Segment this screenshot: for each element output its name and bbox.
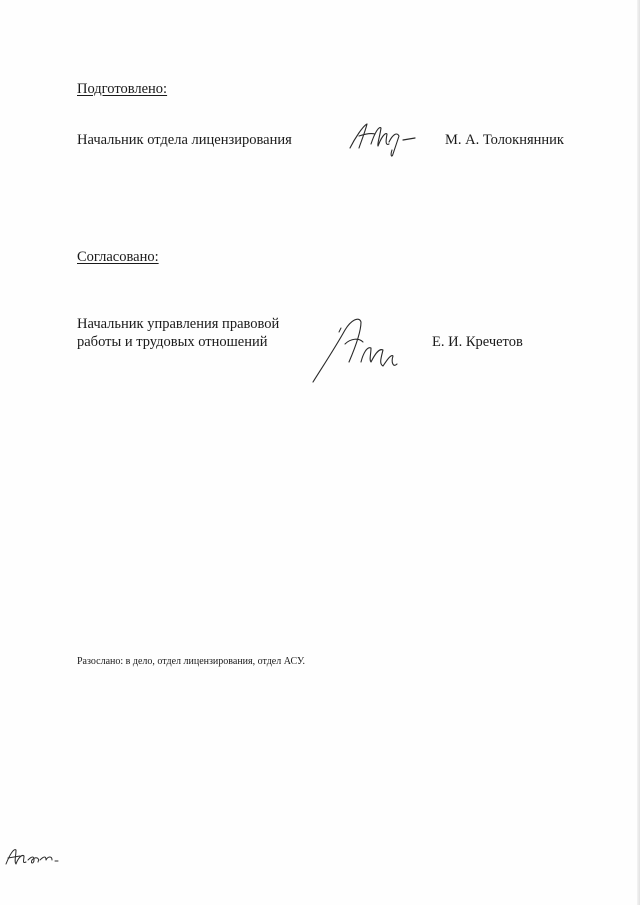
agreed-name: Е. И. Кречетов xyxy=(432,334,523,350)
agreed-position-line1: Начальник управления правовой xyxy=(77,316,280,332)
distribution-list: Разослано: в дело, отдел лицензирования, отдел АСУ. xyxy=(77,656,305,667)
agreed-position-line2: работы и трудовых отношений xyxy=(77,334,268,350)
prepared-position: Начальник отдела лицензирования xyxy=(77,132,292,148)
agreed-signature-icon xyxy=(305,308,405,388)
prepared-signature-icon xyxy=(345,118,425,158)
prepared-heading: Подготовлено: xyxy=(77,81,168,97)
prepared-name: М. А. Толокнянник xyxy=(445,132,564,148)
agreed-heading: Согласовано: xyxy=(77,249,159,265)
corner-initials-icon xyxy=(2,844,64,868)
